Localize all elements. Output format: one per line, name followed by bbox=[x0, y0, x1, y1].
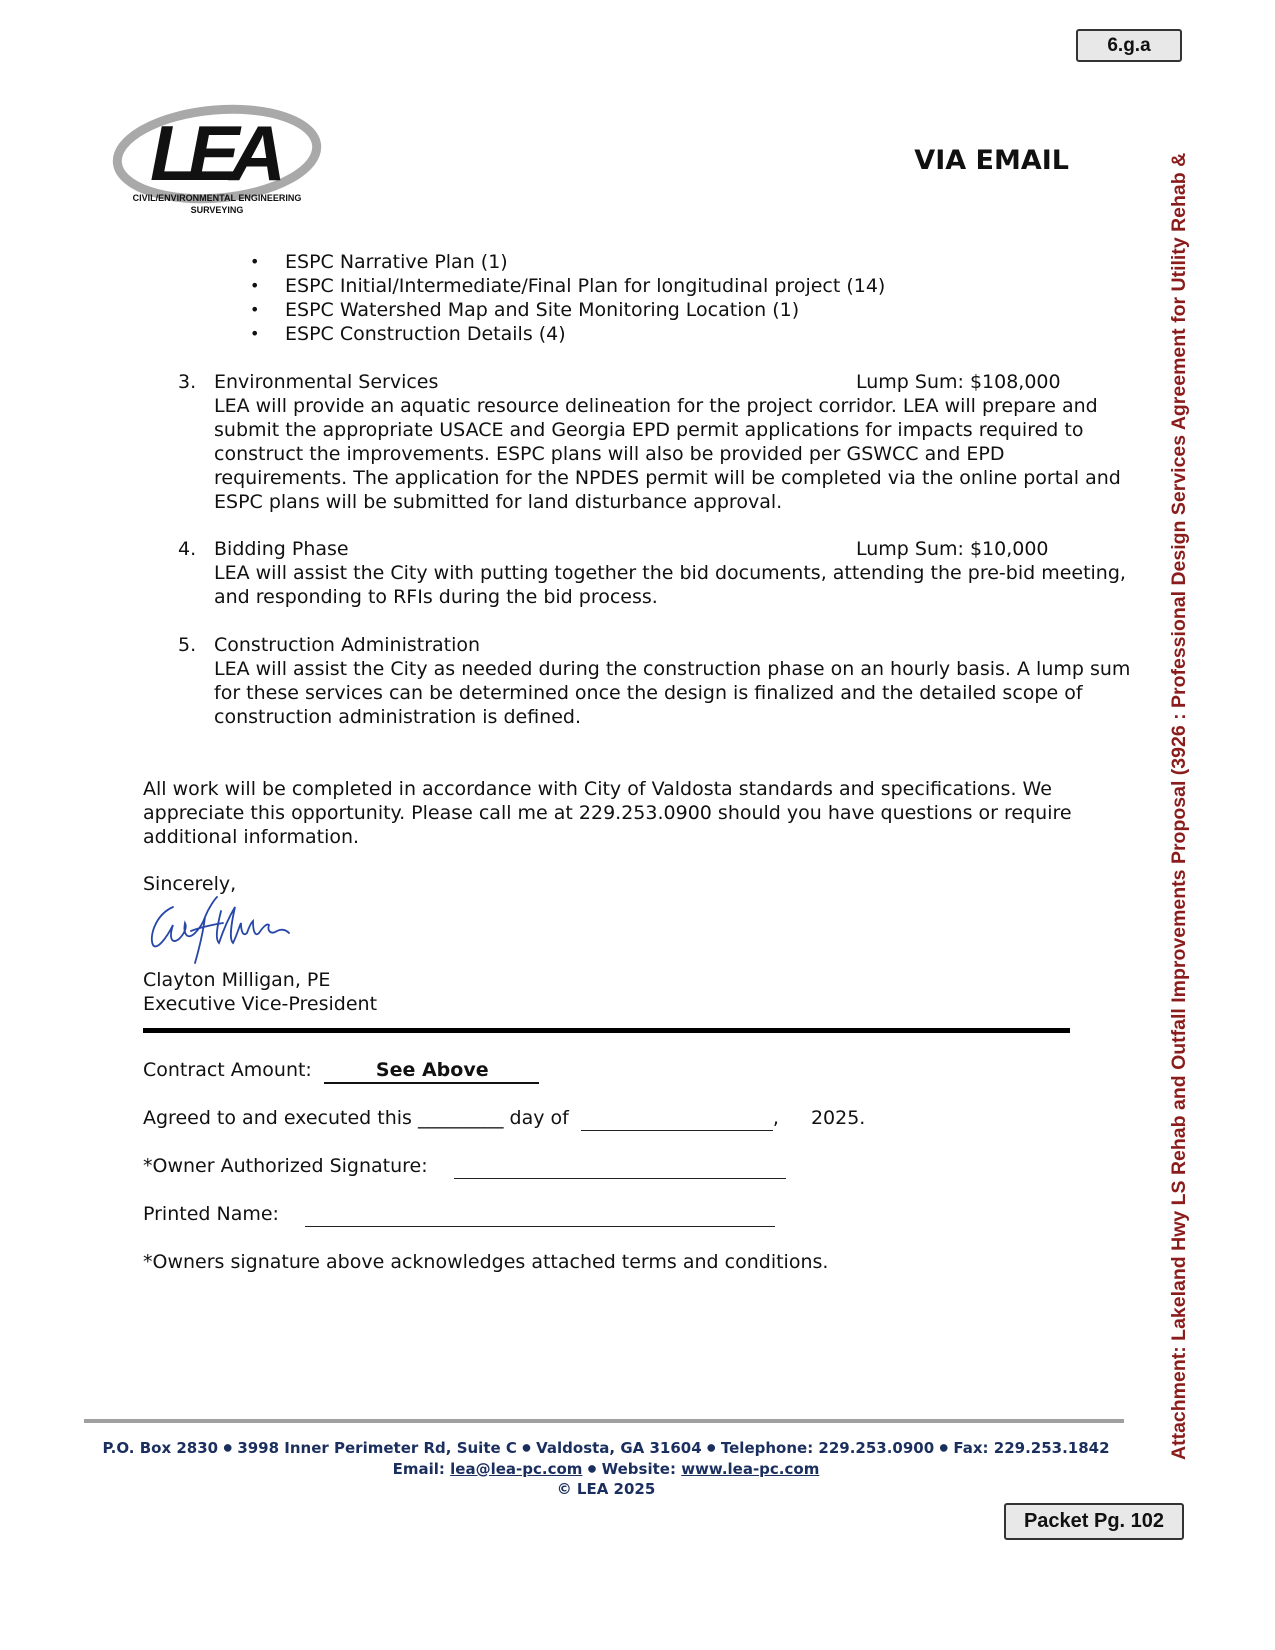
list-item: • ESPC Construction Details (4) bbox=[250, 322, 885, 346]
list-item: • ESPC Watershed Map and Site Monitoring Location (1) bbox=[250, 298, 885, 322]
month-blank[interactable] bbox=[581, 1106, 773, 1131]
description-line: LEA will assist the City with putting together the bid documents, attending the pre-bid meeting, bbox=[214, 562, 1126, 584]
item-number: 4. bbox=[178, 538, 197, 560]
bullet-separator: ● bbox=[522, 1442, 531, 1454]
agreement-text: Agreed to and executed this _________ day of bbox=[143, 1107, 569, 1129]
city-state-zip: Valdosta, GA 31604 bbox=[536, 1439, 702, 1457]
copyright: © LEA 2025 bbox=[556, 1480, 656, 1498]
item-description bbox=[214, 561, 1126, 609]
email-label: Email: bbox=[392, 1459, 445, 1478]
deliverables-list bbox=[250, 250, 885, 346]
description-line: LEA will assist the City as needed during the construction phase on an hourly basis. A lump sum bbox=[214, 658, 1131, 680]
salutation: Sincerely, bbox=[143, 873, 237, 895]
agreement-year: 2025. bbox=[810, 1107, 866, 1129]
item-description bbox=[214, 394, 1121, 514]
contract-amount-label: Contract Amount: bbox=[143, 1059, 312, 1081]
signer-block bbox=[143, 968, 377, 1016]
footer-contact-line bbox=[84, 1459, 1128, 1480]
bullet-separator: ● bbox=[223, 1442, 233, 1454]
closing-line: appreciate this opportunity. Please call me at 229.253.0900 should you have questions or require bbox=[143, 802, 1072, 824]
agreement-row bbox=[143, 1106, 865, 1131]
description-line: construct the improvements. ESPC plans will also be provided per GSWCC and EPD bbox=[214, 443, 1005, 465]
closing-line: All work will be completed in accordance with City of Valdosta standards and specifications. We bbox=[143, 778, 1052, 800]
owner-signature-row bbox=[143, 1154, 786, 1179]
handwritten-signature bbox=[143, 893, 303, 968]
po-box: P.O. Box 2830 bbox=[102, 1439, 219, 1457]
contract-amount-row bbox=[143, 1058, 539, 1084]
email-link[interactable]: lea@lea-pc.com bbox=[450, 1459, 583, 1478]
comma: , bbox=[772, 1107, 779, 1129]
list-item: • ESPC Initial/Intermediate/Final Plan for longitudinal project (14) bbox=[250, 274, 885, 298]
item-number: 3. bbox=[178, 371, 197, 393]
acknowledgement-note: *Owners signature above acknowledges attached terms and conditions. bbox=[143, 1251, 829, 1273]
signer-title: Executive Vice-President bbox=[143, 993, 378, 1015]
item-lump-sum: Lump Sum: $10,000 bbox=[856, 538, 1049, 560]
section-divider bbox=[143, 1028, 1070, 1033]
description-line: requirements. The application for the NPDES permit will be completed via the online portal and bbox=[214, 467, 1121, 489]
item-title: Environmental Services bbox=[214, 371, 439, 393]
footer bbox=[84, 1438, 1128, 1499]
item-number: 5. bbox=[178, 634, 197, 656]
bullet-separator: ● bbox=[706, 1442, 716, 1454]
description-line: ESPC plans will be submitted for land disturbance approval. bbox=[214, 491, 783, 513]
signer-name: Clayton Milligan, PE bbox=[143, 969, 331, 991]
description-line: submit the appropriate USACE and Georgia EPD permit applications for impacts required to bbox=[214, 419, 1084, 441]
description-line: LEA will provide an aquatic resource delineation for the project corridor. LEA will prepare and bbox=[214, 395, 1098, 417]
list-item: • ESPC Narrative Plan (1) bbox=[250, 250, 885, 274]
logo-lettering: LEA bbox=[150, 109, 276, 197]
website-link[interactable]: www.lea-pc.com bbox=[681, 1459, 820, 1478]
item-title: Construction Administration bbox=[214, 634, 481, 656]
bullet-separator: ● bbox=[939, 1442, 949, 1454]
closing-paragraph bbox=[143, 777, 1072, 849]
printed-name-label: Printed Name: bbox=[143, 1203, 279, 1225]
item-lump-sum: Lump Sum: $108,000 bbox=[856, 371, 1061, 393]
printed-name-row bbox=[143, 1202, 775, 1227]
packet-tag: 6.g.a bbox=[1076, 29, 1182, 62]
telephone: Telephone: 229.253.0900 bbox=[720, 1439, 935, 1457]
description-line: for these services can be determined once the design is finalized and the detailed scope of bbox=[214, 682, 1083, 704]
bullet-separator: ● bbox=[587, 1463, 597, 1474]
website-label: Website: bbox=[601, 1459, 676, 1478]
closing-line: additional information. bbox=[143, 826, 360, 848]
owner-signature-line[interactable] bbox=[454, 1154, 786, 1179]
owner-signature-label: *Owner Authorized Signature: bbox=[143, 1155, 428, 1177]
description-line: and responding to RFIs during the bid process. bbox=[214, 586, 658, 608]
description-line: construction administration is defined. bbox=[214, 706, 582, 728]
logo-tagline-2: SURVEYING bbox=[190, 205, 244, 215]
footer-address-line bbox=[84, 1438, 1128, 1459]
logo-tagline: CIVIL/ENVIRONMENTAL ENGINEERING bbox=[132, 193, 302, 203]
contract-amount-value: See Above bbox=[324, 1058, 539, 1084]
via-email-heading: VIA EMAIL bbox=[914, 145, 1069, 176]
attachment-side-label: Attachment: Lakeland Hwy LS Rehab and Outfall Improvements Proposal (3926 : Professional Design Services Agreement for Utility Rehab & bbox=[1168, 152, 1190, 1460]
item-title: Bidding Phase bbox=[214, 538, 349, 560]
street-address: 3998 Inner Perimeter Rd, Suite C bbox=[237, 1439, 517, 1457]
footer-divider bbox=[84, 1419, 1124, 1423]
fax: Fax: 229.253.1842 bbox=[953, 1439, 1110, 1457]
printed-name-line[interactable] bbox=[305, 1202, 775, 1227]
item-description bbox=[214, 657, 1131, 729]
packet-page-number: Packet Pg. 102 bbox=[1004, 1503, 1184, 1540]
